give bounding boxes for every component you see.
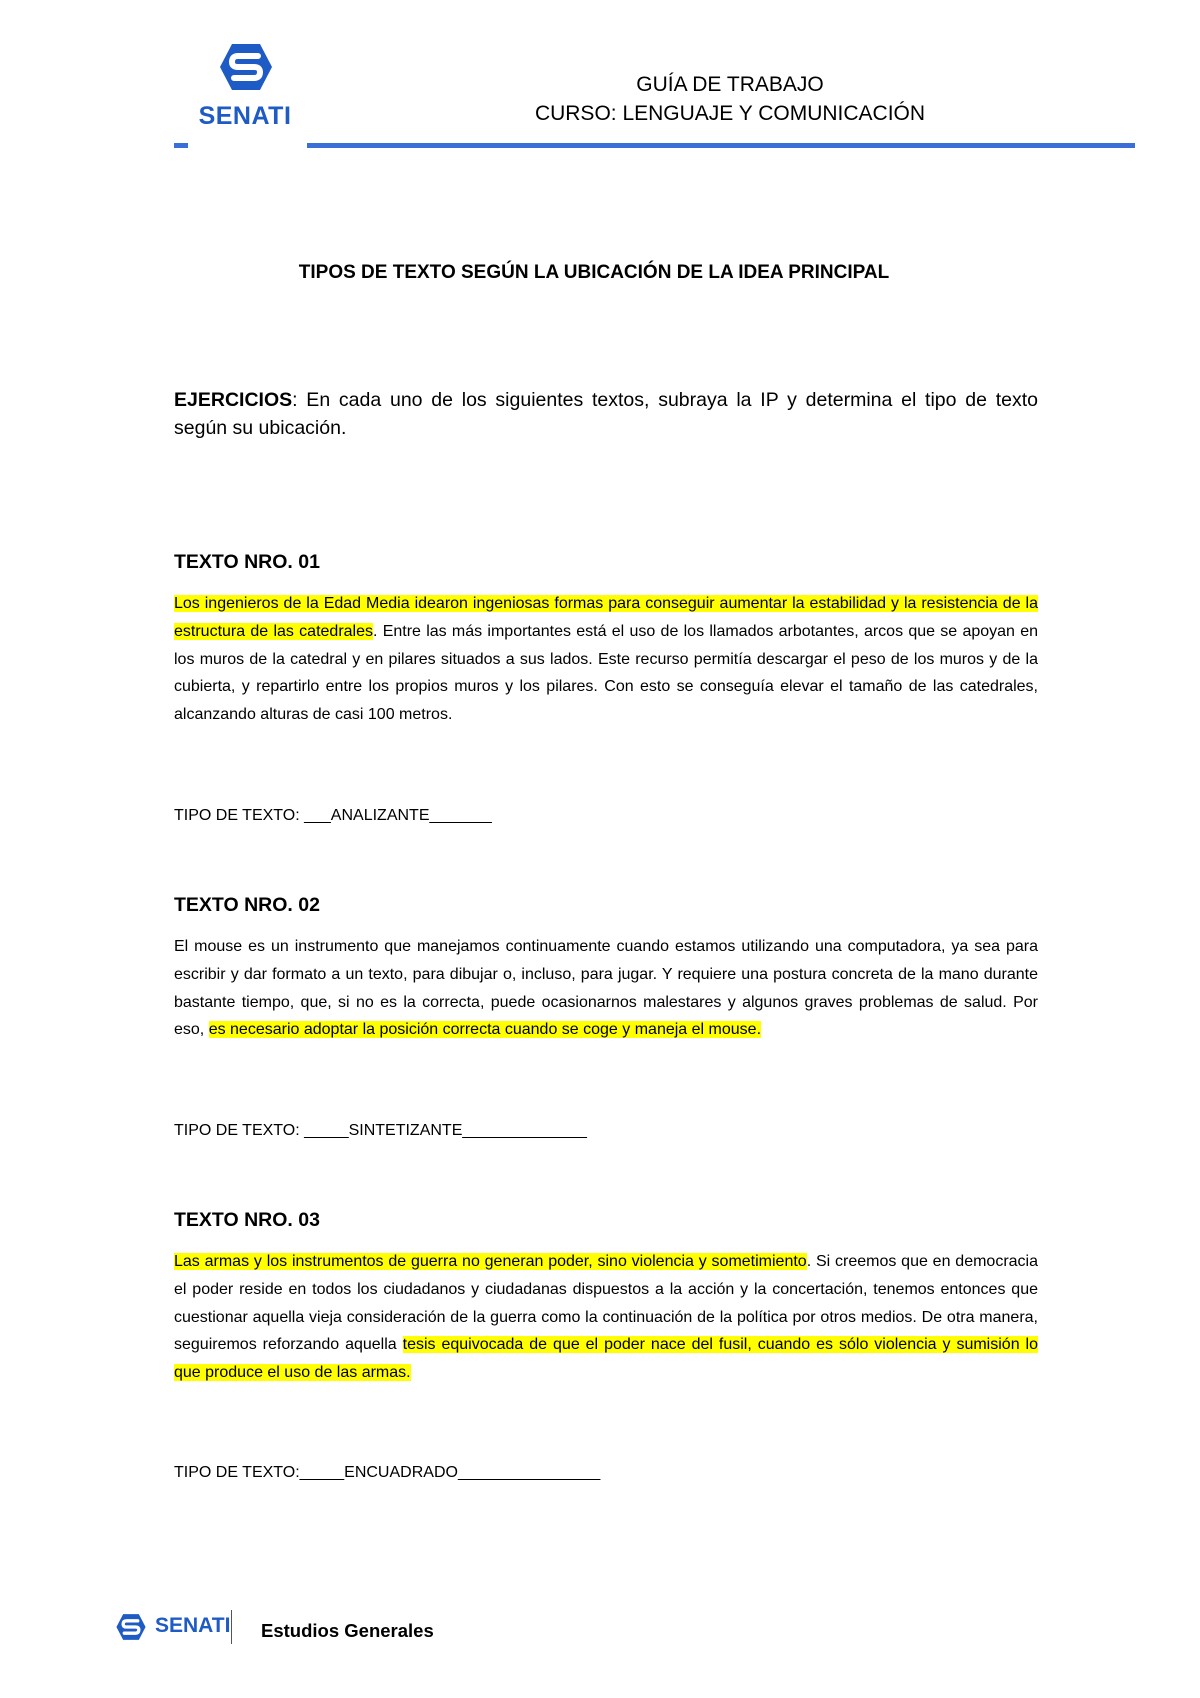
header-title-line1: GUÍA DE TRABAJO	[636, 73, 824, 96]
main-idea-highlight: tesis equivocada de que el poder nace del fusil, cuando es sólo violencia y sumisión lo que produce el uso de las armas.	[174, 1336, 1038, 1382]
instructions	[174, 386, 1038, 442]
main-idea-highlight: Las armas y los instrumentos de guerra no generan poder, sino violencia y sometimiento	[174, 1253, 807, 1270]
instructions-text: : En cada uno de los siguientes textos, subraya la IP y determina el tipo de texto según su ubicación.	[174, 389, 1038, 439]
page-title: TIPOS DE TEXTO SEGÚN LA UBICACIÓN DE LA IDEA PRINCIPAL	[298, 262, 890, 283]
answer-line-1: TIPO DE TEXTO: ___ANALIZANTE_______	[174, 807, 492, 824]
section-heading-3: TEXTO NRO. 03	[174, 1209, 320, 1231]
answer-line-3: TIPO DE TEXTO:_____ENCUADRADO________________	[174, 1464, 601, 1481]
section-text-1	[174, 590, 1038, 729]
main-idea-highlight: Los ingenieros de la Edad Media idearon ingeniosas formas para conseguir aumentar la estabilidad y la resistencia de la estructura de las catedrales	[174, 595, 1038, 640]
header-title	[480, 70, 980, 128]
main-idea-highlight: es necesario adoptar la posición correcta cuando se coge y maneja el mouse.	[208, 1021, 762, 1039]
senati-logo	[190, 38, 300, 134]
footer-logo-text: SENATI	[155, 1614, 231, 1637]
footer	[115, 1608, 615, 1648]
section-text-plain: El mouse es un instrumento que manejamos continuamente cuando estamos utilizando una computadora, ya sea para escribir y dar formato a un texto, para dibujar o, incluso, para jugar. Y requiere una postura concreta de la mano durante bastante tiempo, que, si no es la correcta, puede ocasionarnos malestares y algunos graves problemas de salud. Por eso,	[174, 938, 1038, 1039]
section-heading-1: TEXTO NRO. 01	[174, 551, 320, 573]
header-title-line2: CURSO: LENGUAJE Y COMUNICACIÓN	[534, 102, 926, 125]
instructions-block	[174, 386, 1038, 442]
header-rule	[307, 143, 1135, 148]
section-text-plain: . Si creemos que en democracia el poder reside en todos los ciudadanos y ciudadanas dispuestos a la acción y la concertación, tenemos entonces que cuestionar aquella vieja consideración de la guerra como la continuación de la política por otros medios. De otra manera, seguiremos reforzando aquella	[174, 1253, 1038, 1354]
senati-logo-icon	[218, 42, 274, 92]
section-text-plain: . Entre las más importantes está el uso de los llamados arbotantes, arcos que se apoyan en los muros de la catedral y en pilares situados a sus lados. Este recurso permitía descargar el peso de los muros y de la cubierta, y repartirlo entre los propios muros y los pilares. Con esto se conseguía elevar el tamaño de las catedrales, alcanzando alturas de casi 100 metros.	[174, 622, 1039, 724]
instructions-label: EJERCICIOS	[174, 389, 293, 411]
footer-label: Estudios Generales	[261, 1620, 434, 1641]
senati-footer-icon	[115, 1613, 147, 1641]
header-rule-short	[174, 143, 188, 148]
section-text-2	[174, 933, 1038, 1044]
senati-logo-text: SENATI	[198, 102, 292, 130]
footer-divider	[231, 1610, 232, 1644]
answer-line-2: TIPO DE TEXTO: _____SINTETIZANTE______________	[174, 1122, 587, 1139]
section-heading-2: TEXTO NRO. 02	[174, 894, 320, 916]
section-text-3	[174, 1248, 1038, 1387]
